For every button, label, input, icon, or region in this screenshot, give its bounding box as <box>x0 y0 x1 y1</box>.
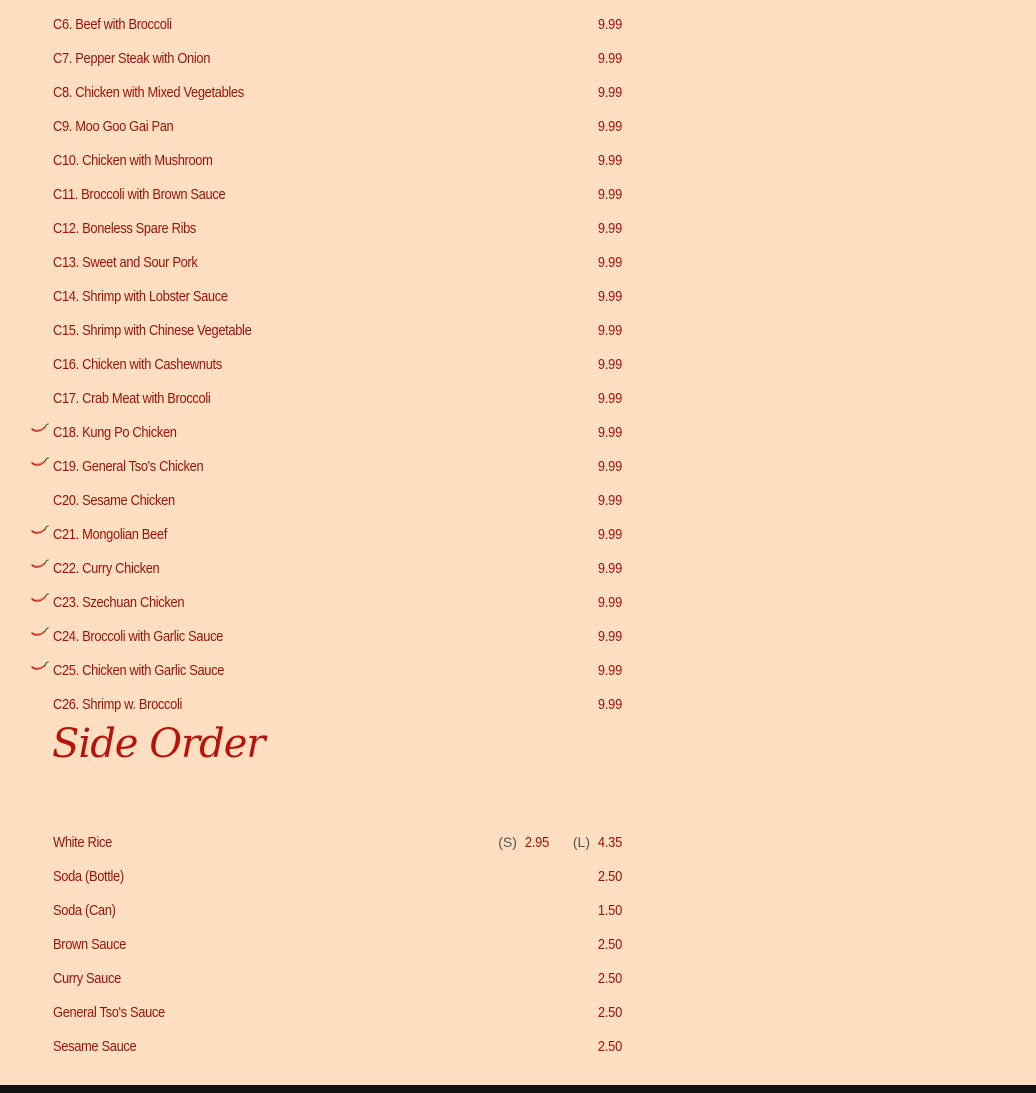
menu-item <box>0 143 640 177</box>
menu-item <box>0 483 640 517</box>
icon-slot <box>0 653 53 687</box>
item-price: 9.99 <box>597 457 622 475</box>
menu-item <box>0 927 640 961</box>
item-price: 9.99 <box>597 117 622 135</box>
item-price: 2.50 <box>597 935 622 953</box>
item-price: 9.99 <box>597 219 622 237</box>
icon-slot <box>0 449 53 483</box>
side-order-heading-row <box>0 721 640 807</box>
icon-slot <box>0 619 53 653</box>
menu-item <box>0 109 640 143</box>
item-name: C22. Curry Chicken <box>53 559 160 577</box>
menu-item <box>0 279 640 313</box>
chili-pepper-icon <box>30 525 49 537</box>
item-price: 9.99 <box>597 661 622 679</box>
icon-slot <box>0 415 53 449</box>
icon-slot <box>0 381 53 415</box>
icon-slot <box>0 109 53 143</box>
icon-slot <box>0 551 53 585</box>
menu-item <box>0 1029 640 1063</box>
item-price: 9.99 <box>597 83 622 101</box>
item-name: C12. Boneless Spare Ribs <box>53 219 197 237</box>
icon-slot <box>0 687 53 721</box>
menu-item-white-rice <box>0 825 640 859</box>
chicken-section-list <box>0 7 640 721</box>
chili-pepper-icon <box>30 593 49 605</box>
icon-slot <box>0 825 53 859</box>
white-rice-prices <box>498 834 622 851</box>
chili-pepper-icon <box>30 423 49 435</box>
item-name: White Rice <box>53 833 112 851</box>
icon-slot <box>0 41 53 75</box>
size-label-small: (S) <box>498 834 517 850</box>
item-price: 9.99 <box>597 695 622 713</box>
icon-slot <box>0 7 53 41</box>
menu-item <box>0 177 640 211</box>
item-name: C23. Szechuan Chicken <box>53 593 185 611</box>
item-name: C14. Shrimp with Lobster Sauce <box>53 287 228 305</box>
menu-item <box>0 245 640 279</box>
item-price: 2.50 <box>597 969 622 987</box>
item-price: 9.99 <box>597 559 622 577</box>
menu-item <box>0 687 640 721</box>
menu-item <box>0 859 640 893</box>
item-price: 9.99 <box>597 321 622 339</box>
icon-slot <box>0 1029 53 1063</box>
icon-slot <box>0 75 53 109</box>
icon-slot <box>0 961 53 995</box>
menu-item <box>0 211 640 245</box>
item-name: C15. Shrimp with Chinese Vegetable <box>53 321 252 339</box>
icon-slot <box>0 279 53 313</box>
size-label-large: (L) <box>572 834 590 850</box>
menu-item <box>0 347 640 381</box>
chili-pepper-icon <box>30 559 49 571</box>
icon-slot <box>0 177 53 211</box>
item-name: C10. Chicken with Mushroom <box>53 151 213 169</box>
menu-item <box>0 449 640 483</box>
icon-slot <box>0 927 53 961</box>
item-name: C21. Mongolian Beef <box>53 525 167 543</box>
item-price: 2.50 <box>597 1037 622 1055</box>
item-name: C6. Beef with Broccoli <box>53 15 172 33</box>
item-name: C8. Chicken with Mixed Vegetables <box>53 83 244 101</box>
item-name: General Tso's Sauce <box>53 1003 165 1021</box>
side-order-title: Side Order <box>52 721 265 767</box>
item-name: C16. Chicken with Cashewnuts <box>53 355 222 373</box>
item-price: 9.99 <box>597 185 622 203</box>
item-price: 2.50 <box>597 1003 622 1021</box>
price-small: 2.95 <box>524 833 549 851</box>
item-name: Soda (Can) <box>53 901 116 919</box>
menu-item <box>0 313 640 347</box>
footer-bar <box>0 1085 1036 1093</box>
item-price: 1.50 <box>597 901 622 919</box>
item-price: 2.50 <box>597 867 622 885</box>
menu-item <box>0 893 640 927</box>
item-price: 9.99 <box>597 287 622 305</box>
icon-slot <box>0 143 53 177</box>
item-price: 9.99 <box>597 15 622 33</box>
item-price: 9.99 <box>597 151 622 169</box>
item-name: Curry Sauce <box>53 969 121 987</box>
item-price: 9.99 <box>597 627 622 645</box>
icon-slot <box>0 995 53 1029</box>
item-name: C13. Sweet and Sour Pork <box>53 253 198 271</box>
chili-pepper-icon <box>30 627 49 639</box>
item-price: 9.99 <box>597 49 622 67</box>
menu-item <box>0 619 640 653</box>
icon-slot <box>0 585 53 619</box>
item-name: C24. Broccoli with Garlic Sauce <box>53 627 224 645</box>
item-name: Brown Sauce <box>53 935 126 953</box>
price-large: 4.35 <box>597 833 622 851</box>
item-price: 9.99 <box>597 253 622 271</box>
item-price: 9.99 <box>597 423 622 441</box>
menu-item <box>0 75 640 109</box>
item-price: 9.99 <box>597 491 622 509</box>
item-name: C19. General Tso's Chicken <box>53 457 204 475</box>
item-name: C18. Kung Po Chicken <box>53 423 177 441</box>
item-name: C17. Crab Meat with Broccoli <box>53 389 211 407</box>
item-price: 9.99 <box>597 525 622 543</box>
item-name: C25. Chicken with Garlic Sauce <box>53 661 225 679</box>
chili-pepper-icon <box>30 457 49 469</box>
menu-item <box>0 961 640 995</box>
item-name: Sesame Sauce <box>53 1037 137 1055</box>
spacer <box>0 807 640 825</box>
item-name: C20. Sesame Chicken <box>53 491 175 509</box>
item-price: 9.99 <box>597 355 622 373</box>
menu-item <box>0 415 640 449</box>
item-name: Soda (Bottle) <box>53 867 124 885</box>
icon-slot <box>0 859 53 893</box>
icon-slot <box>0 211 53 245</box>
icon-slot <box>0 893 53 927</box>
icon-slot <box>0 245 53 279</box>
icon-slot <box>0 313 53 347</box>
menu-item <box>0 995 640 1029</box>
item-name: C26. Shrimp w. Broccoli <box>53 695 183 713</box>
icon-slot <box>0 517 53 551</box>
icon-slot <box>0 483 53 517</box>
menu-item <box>0 7 640 41</box>
item-name: C7. Pepper Steak with Onion <box>53 49 211 67</box>
menu <box>0 7 640 1063</box>
side-order-list <box>0 859 640 1063</box>
item-name: C11. Broccoli with Brown Sauce <box>53 185 226 203</box>
menu-item <box>0 381 640 415</box>
menu-item <box>0 551 640 585</box>
menu-item <box>0 653 640 687</box>
icon-slot <box>0 347 53 381</box>
menu-item <box>0 41 640 75</box>
chili-pepper-icon <box>30 661 49 673</box>
item-name: C9. Moo Goo Gai Pan <box>53 117 174 135</box>
menu-item <box>0 517 640 551</box>
item-price: 9.99 <box>597 389 622 407</box>
menu-item <box>0 585 640 619</box>
item-price: 9.99 <box>597 593 622 611</box>
